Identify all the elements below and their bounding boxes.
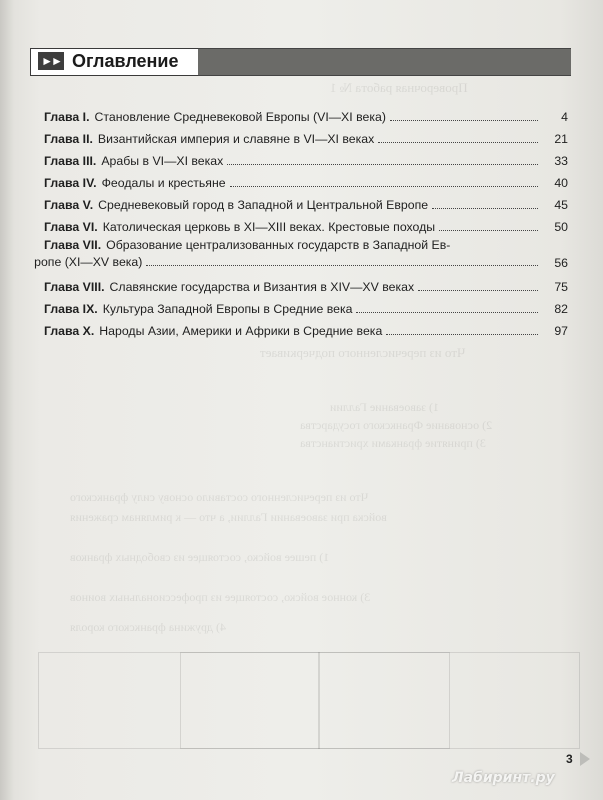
bleed-through-table bbox=[180, 652, 320, 749]
page-number: 56 bbox=[554, 256, 568, 270]
chapter-title: Феодалы и крестьяне bbox=[101, 176, 226, 190]
page-number: 82 bbox=[554, 302, 568, 316]
chapter-number: Глава V. bbox=[44, 198, 94, 212]
footer-page-number: 3 bbox=[566, 752, 573, 766]
bleed-through-text: 1) пешее войско, состоящее из свободных франков bbox=[70, 550, 330, 564]
watermark-logo: Лабиринт.ру bbox=[452, 770, 555, 786]
page-number: 4 bbox=[561, 110, 568, 124]
chapter-title: Народы Азии, Америки и Африки в Средние века bbox=[99, 324, 383, 338]
chapter-number: Глава III. bbox=[44, 154, 97, 168]
toc-entry[interactable] bbox=[44, 294, 568, 316]
leader-dots bbox=[432, 208, 538, 209]
page-number: 40 bbox=[554, 176, 568, 190]
chapter-title: Византийская империя и славяне в VI—XI веках bbox=[97, 132, 375, 146]
chapter-number: Глава VII. bbox=[44, 238, 102, 252]
chapter-number: Глава VIII. bbox=[44, 280, 105, 294]
chapter-number: Глава I. bbox=[44, 110, 90, 124]
header-strip bbox=[198, 48, 571, 76]
bleed-through-text: Что из перечисленного составило основу силу франкского bbox=[70, 490, 369, 504]
toc-entry[interactable] bbox=[44, 124, 568, 146]
page-number: 33 bbox=[554, 154, 568, 168]
page-number: 97 bbox=[554, 324, 568, 338]
chapter-title: Славянские государства и Византия в XIV—XV веках bbox=[109, 280, 415, 294]
table-of-contents bbox=[34, 102, 568, 338]
page-number: 21 bbox=[554, 132, 568, 146]
bleed-through-text: 2) основание Франкского государства bbox=[300, 418, 493, 432]
chapter-title: Становление Средневековой Европы (VI—XI века) bbox=[94, 110, 386, 124]
toc-entry[interactable] bbox=[44, 168, 568, 190]
page-number: 50 bbox=[554, 220, 568, 234]
chapter-title: Образование централизованных государств в Западной Ев- bbox=[106, 238, 451, 252]
toc-entry[interactable] bbox=[44, 272, 568, 294]
chapter-title: Средневековый город в Западной и Центральной Европе bbox=[98, 198, 429, 212]
chapter-title: Арабы в VI—XI веках bbox=[101, 154, 224, 168]
leader-dots bbox=[230, 186, 538, 187]
double-arrow-icon: ►► bbox=[38, 52, 64, 70]
leader-dots bbox=[227, 164, 538, 165]
leader-dots bbox=[386, 334, 538, 335]
leader-dots bbox=[146, 265, 538, 266]
toc-entry[interactable] bbox=[34, 234, 568, 272]
chapter-title-continued: ропе (XI—XV века) bbox=[34, 255, 143, 269]
bleed-through-text: войска при завоевании Галлии, а что — к римлянам сражения bbox=[70, 510, 387, 524]
chapter-number: Глава II. bbox=[44, 132, 93, 146]
chapter-number: Глава IX. bbox=[44, 302, 98, 316]
chapter-title: Культура Западной Европы в Средние века bbox=[102, 302, 353, 316]
page-number: 75 bbox=[554, 280, 568, 294]
leader-dots bbox=[356, 312, 538, 313]
toc-entry[interactable] bbox=[44, 316, 568, 338]
chapter-number: Глава VI. bbox=[44, 220, 98, 234]
leader-dots bbox=[418, 290, 538, 291]
bleed-through-text: 3) принятие франками христианства bbox=[300, 436, 486, 450]
chapter-number: Глава IV. bbox=[44, 176, 97, 190]
leader-dots bbox=[378, 142, 538, 143]
bleed-through-text: 4) дружина франкского короля bbox=[70, 620, 227, 634]
bleed-through-table bbox=[318, 652, 450, 749]
toc-entry[interactable] bbox=[44, 146, 568, 168]
page-title: Оглавление bbox=[72, 51, 179, 71]
leader-dots bbox=[390, 120, 538, 121]
chapter-number: Глава X. bbox=[44, 324, 95, 338]
toc-entry[interactable] bbox=[44, 212, 568, 234]
toc-entry[interactable] bbox=[44, 190, 568, 212]
bleed-through-text: 3) конное войско, состоящее из профессиональных воинов bbox=[70, 590, 371, 604]
chapter-title: Католическая церковь в XI—XIII веках. Крестовые походы bbox=[102, 220, 436, 234]
bleed-through-text: Что из перечисленного подчеркивает bbox=[260, 345, 466, 360]
toc-entry[interactable] bbox=[44, 102, 568, 124]
page-corner-arrow-icon bbox=[580, 752, 590, 766]
leader-dots bbox=[439, 230, 538, 231]
page-number: 45 bbox=[554, 198, 568, 212]
bleed-through-text: 1) завоевание Галлии bbox=[330, 400, 440, 414]
bleed-through-text: Проверочная работа № 1 bbox=[330, 80, 468, 95]
